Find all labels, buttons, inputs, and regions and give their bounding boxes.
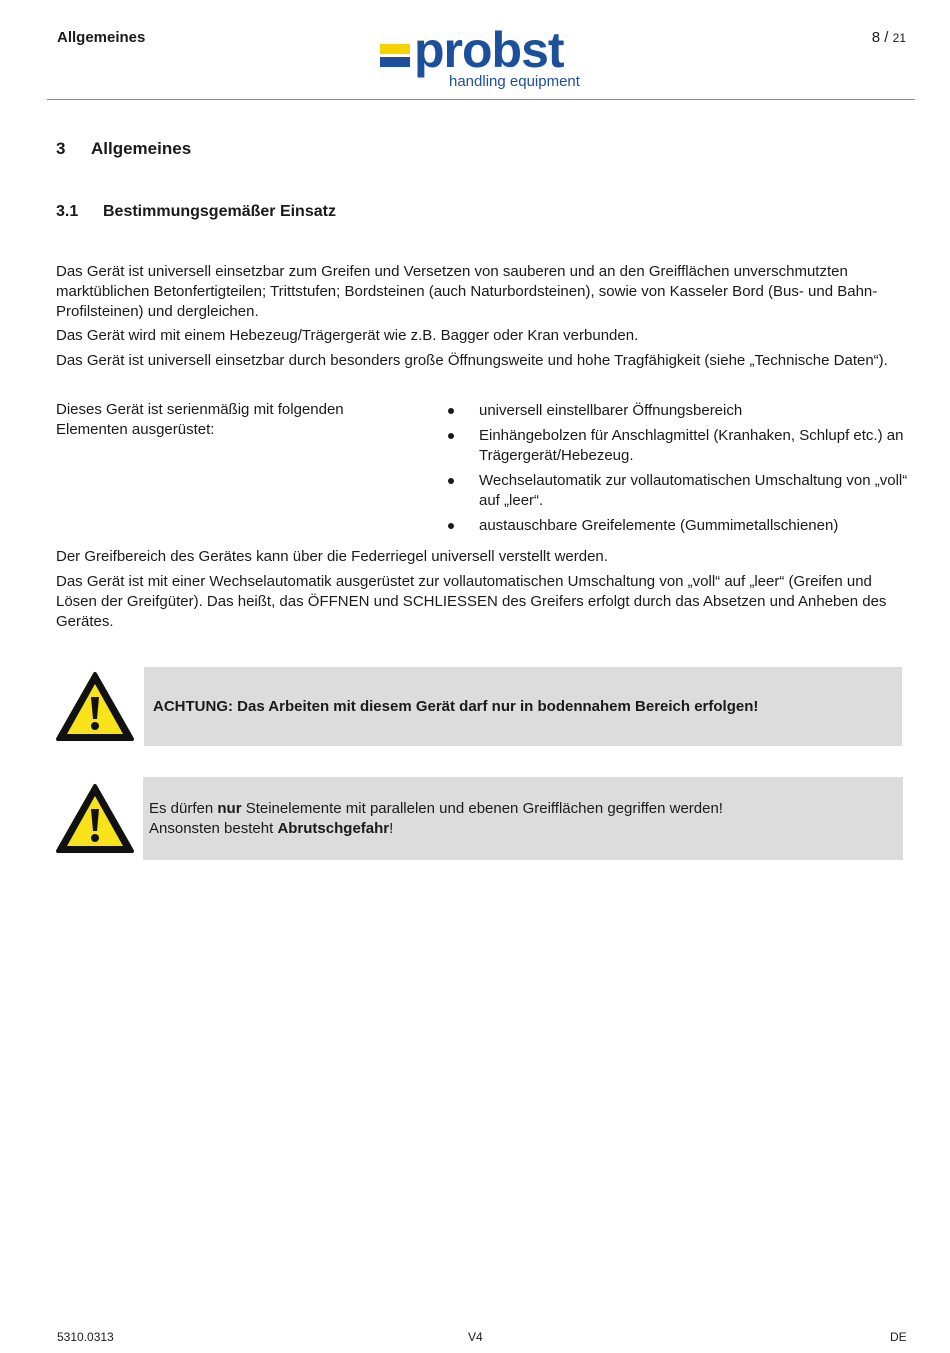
page-current: 8 — [871, 29, 881, 46]
warning-line-2-pre: Ansonsten besteht — [149, 820, 278, 837]
subsection-title: Bestimmungsgemäßer Einsatz — [103, 203, 336, 220]
warning-line-1-pre: Es dürfen — [149, 800, 218, 817]
warning-line-2 — [149, 819, 723, 839]
warning-triangle-icon — [55, 671, 135, 743]
list-item — [448, 471, 908, 511]
logo-blue-bar — [380, 57, 410, 67]
paragraph-grip-range: Der Greifbereich des Gerätes kann über die Federriegel universell verstellt werden. — [56, 548, 608, 565]
logo-tagline: handling equipment — [449, 73, 580, 90]
warning-line-2-emphasis: Abrutschgefahr — [277, 820, 390, 837]
paragraph-capacity: Das Gerät ist universell einsetzbar durch besonders große Öffnungsweite und hohe Tragfähigkeit (siehe „Technische Daten“). — [56, 352, 888, 369]
warning-box-ground-level — [144, 667, 902, 746]
page-separator: / — [880, 29, 893, 46]
warning-line-1-emphasis: nur — [217, 800, 242, 817]
paragraph-automatic-switch: Das Gerät ist mit einer Wechselautomatik ausgerüstet zur vollautomatischen Umschaltung von „voll“ auf „leer“ (Greifen und Lösen der Greifgüter). Das heißt, das ÖFFNEN und SCHLIESSEN des Greifers erfolgt durch das Absetzen und Anheben des Gerätes. — [56, 573, 887, 630]
warning-line-1 — [149, 799, 723, 819]
bullet-icon — [448, 478, 454, 484]
equipment-intro: Dieses Gerät ist serienmäßig mit folgenden Elementen ausgerüstet: — [56, 401, 344, 438]
footer-doc-number: 5310.0313 — [57, 1330, 114, 1344]
warning-text: ACHTUNG: Das Arbeiten mit diesem Gerät darf nur in bodennahem Bereich erfolgen! — [153, 698, 759, 715]
subsection-heading — [56, 203, 336, 221]
section-number: 3 — [56, 139, 66, 158]
header-divider — [47, 99, 915, 100]
warning-box-slip-hazard — [143, 777, 903, 860]
section-title: Allgemeines — [91, 139, 192, 158]
warning-text — [149, 799, 723, 839]
list-item — [448, 426, 908, 466]
list-item-text: Einhängebolzen für Anschlagmittel (Kranhaken, Schlupf etc.) an Trägergerät/Hebezeug. — [479, 427, 904, 464]
bullet-icon — [448, 523, 454, 529]
logo-yellow-bar — [380, 44, 410, 54]
bullet-icon — [448, 433, 454, 439]
paragraph-connection: Das Gerät wird mit einem Hebezeug/Trägergerät wie z.B. Bagger oder Kran verbunden. — [56, 327, 639, 344]
subsection-number: 3.1 — [56, 203, 79, 220]
footer-version: V4 — [468, 1330, 483, 1344]
page-total: 21 — [892, 31, 906, 45]
page-number — [860, 29, 906, 46]
warning-triangle-icon — [55, 783, 135, 855]
list-item-text: Wechselautomatik zur vollautomatischen Umschaltung von „voll“ auf „leer“. — [479, 472, 908, 509]
paragraph-intended-use: Das Gerät ist universell einsetzbar zum Greifen und Versetzen von sauberen und an den Greifflächen unverschmutzten marktüblichen Betonfertigteilen; Trittstufen; Bordsteinen (auch Naturbordsteinen), sowie von Kasseler Bord (Bus- und Bahn-Profilsteinen) und dergleichen. — [56, 263, 878, 320]
warning-line-2-post: ! — [389, 820, 394, 837]
list-item — [448, 516, 908, 536]
section-heading — [56, 139, 191, 159]
bullet-icon — [448, 408, 454, 414]
list-item — [448, 401, 908, 421]
header-section-title: Allgemeines — [57, 29, 146, 46]
probst-logo — [378, 22, 593, 96]
logo-wordmark: probst — [414, 22, 564, 78]
list-item-text: austauschbare Greifelemente (Gummimetallschienen) — [479, 517, 839, 534]
list-item-text: universell einstellbarer Öffnungsbereich — [479, 402, 743, 419]
warning-line-1-post: Steinelemente mit parallelen und ebenen Greifflächen gegriffen werden! — [241, 800, 723, 817]
equipment-list — [448, 401, 908, 541]
footer-language: DE — [890, 1330, 907, 1344]
